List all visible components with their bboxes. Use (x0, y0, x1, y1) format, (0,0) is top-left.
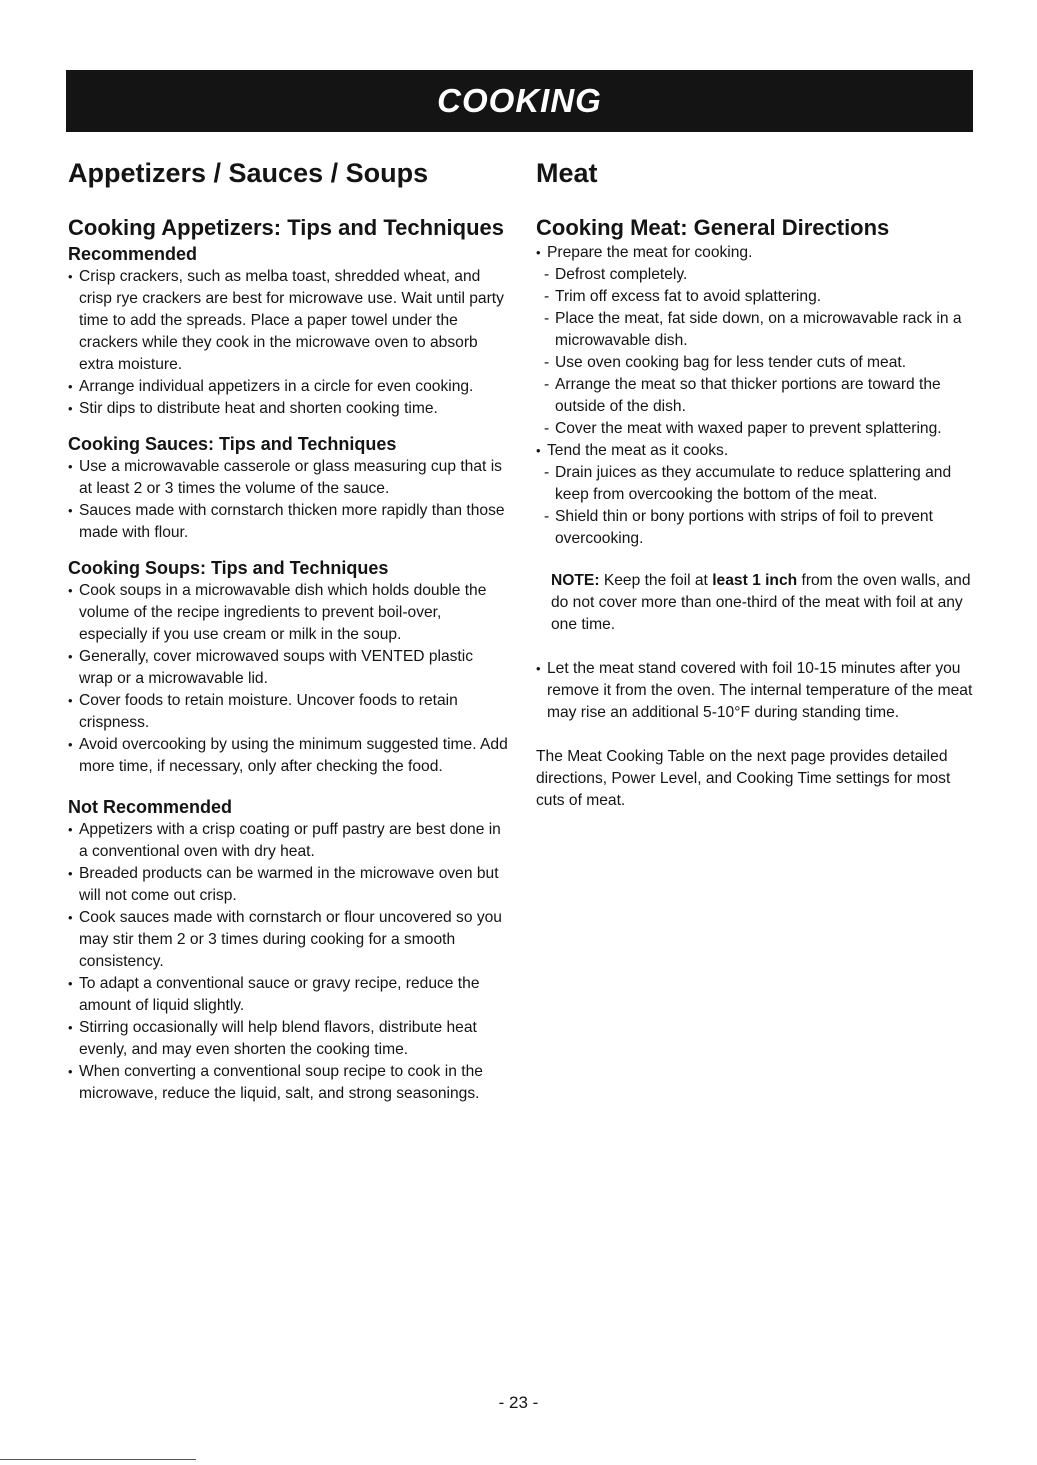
list-item: • To adapt a conventional sauce or gravy recipe, reduce the amount of liquid slightly. (68, 973, 508, 1017)
page-banner (66, 70, 973, 132)
not-recommended-heading: Not Recommended (68, 797, 233, 817)
list-item: • Stirring occasionally will help blend flavors, distribute heat evenly, and may even shorten the cooking time. (68, 1017, 508, 1061)
sauces-heading: Cooking Sauces: Tips and Techniques (68, 434, 397, 454)
list-item: • Cover foods to retain moisture. Uncover foods to retain crispness. (68, 690, 508, 734)
step-item: - Place the meat, fat side down, on a microwavable rack in a microwavable dish. (544, 308, 976, 352)
list-item: • Appetizers with a crisp coating or puff pastry are best done in a conventional oven with dry heat. (68, 819, 508, 863)
note-text-a: Keep the foil at (599, 572, 713, 589)
list-item: • Use a microwavable casserole or glass measuring cup that is at least 2 or 3 times the volume of the sauce. (68, 456, 508, 500)
list-item: • Avoid overcooking by using the minimum suggested time. Add more time, if necessary, only after checking the food. (68, 734, 508, 778)
foil-note (536, 570, 976, 636)
step-item: - Cover the meat with waxed paper to prevent splattering. (544, 418, 976, 440)
sauces-list (68, 456, 508, 544)
prepare-text: Prepare the meat for cooking. (547, 244, 753, 261)
standing-list (536, 658, 976, 724)
list-item: • Cook soups in a microwavable dish which holds double the volume of the recipe ingredients to prevent boil-over, especially if you use cream or milk in the soup. (68, 580, 508, 646)
right-column (536, 155, 976, 812)
banner-title: COOKING (437, 82, 602, 119)
section-title-meat: Meat (536, 158, 598, 188)
list-item: • Arrange individual appetizers in a circle for even cooking. (68, 376, 508, 398)
note-label: NOTE: (551, 572, 600, 589)
list-item: • Cook sauces made with cornstarch or flour uncovered so you may stir them 2 or 3 times during cooking for a smooth consistency. (68, 907, 508, 973)
recommended-heading: Recommended (68, 244, 198, 264)
divider (0, 1459, 196, 1460)
note-text-b: from the oven walls, and do not cover more than one-third of the meat with foil at any one time. (551, 572, 971, 633)
list-item: • Let the meat stand covered with foil 10-15 minutes after you remove it from the oven. The internal temperature of the meat may rise an additional 5-10°F during standing time. (536, 658, 976, 724)
list-item: • Stir dips to distribute heat and shorten cooking time. (68, 398, 508, 420)
soups-list (68, 580, 508, 778)
soups-heading: Cooking Soups: Tips and Techniques (68, 558, 389, 578)
list-item (536, 440, 976, 550)
step-item: - Shield thin or bony portions with strips of foil to prevent overcooking. (544, 506, 976, 550)
list-item: • Breaded products can be warmed in the microwave oven but will not come out crisp. (68, 863, 508, 907)
step-item: - Drain juices as they accumulate to reduce splattering and keep from overcooking the bottom of the meat. (544, 462, 976, 506)
closing-paragraph: The Meat Cooking Table on the next page provides detailed directions, Power Level, and Cooking Time settings for most cuts of meat. (536, 748, 951, 809)
left-column (68, 155, 508, 1105)
list-item: • Sauces made with cornstarch thicken more rapidly than those made with flour. (68, 500, 508, 544)
list-item: • When converting a conventional soup recipe to cook in the microwave, reduce the liquid, salt, and strong seasonings. (68, 1061, 508, 1105)
list-item: • Generally, cover microwaved soups with VENTED plastic wrap or a microwavable lid. (68, 646, 508, 690)
tend-steps (536, 462, 976, 550)
list-item (536, 242, 976, 440)
not-recommended-list (68, 819, 508, 1105)
list-item: • Crisp crackers, such as melba toast, shredded wheat, and crisp rye crackers are best for microwave use. Wait until party time to add the spreads. Place a paper towel under the crackers while they cook in the microwave oven to absorb extra moisture. (68, 266, 508, 376)
step-item: - Use oven cooking bag for less tender cuts of meat. (544, 352, 976, 374)
note-emphasis: least 1 inch (712, 572, 798, 589)
meat-directions-heading: Cooking Meat: General Directions (536, 215, 890, 240)
step-item: - Arrange the meat so that thicker portions are toward the outside of the dish. (544, 374, 976, 418)
tend-text: Tend the meat as it cooks. (547, 442, 729, 459)
prepare-steps (536, 264, 976, 440)
page-number: - 23 - (498, 1393, 539, 1412)
meat-directions-list (536, 242, 976, 550)
step-item: - Trim off excess fat to avoid splattering. (544, 286, 976, 308)
recommended-list (68, 266, 508, 420)
step-item: - Defrost completely. (544, 264, 976, 286)
appetizers-heading: Cooking Appetizers: Tips and Techniques (68, 215, 504, 240)
section-title-appetizers: Appetizers / Sauces / Soups (68, 158, 429, 188)
